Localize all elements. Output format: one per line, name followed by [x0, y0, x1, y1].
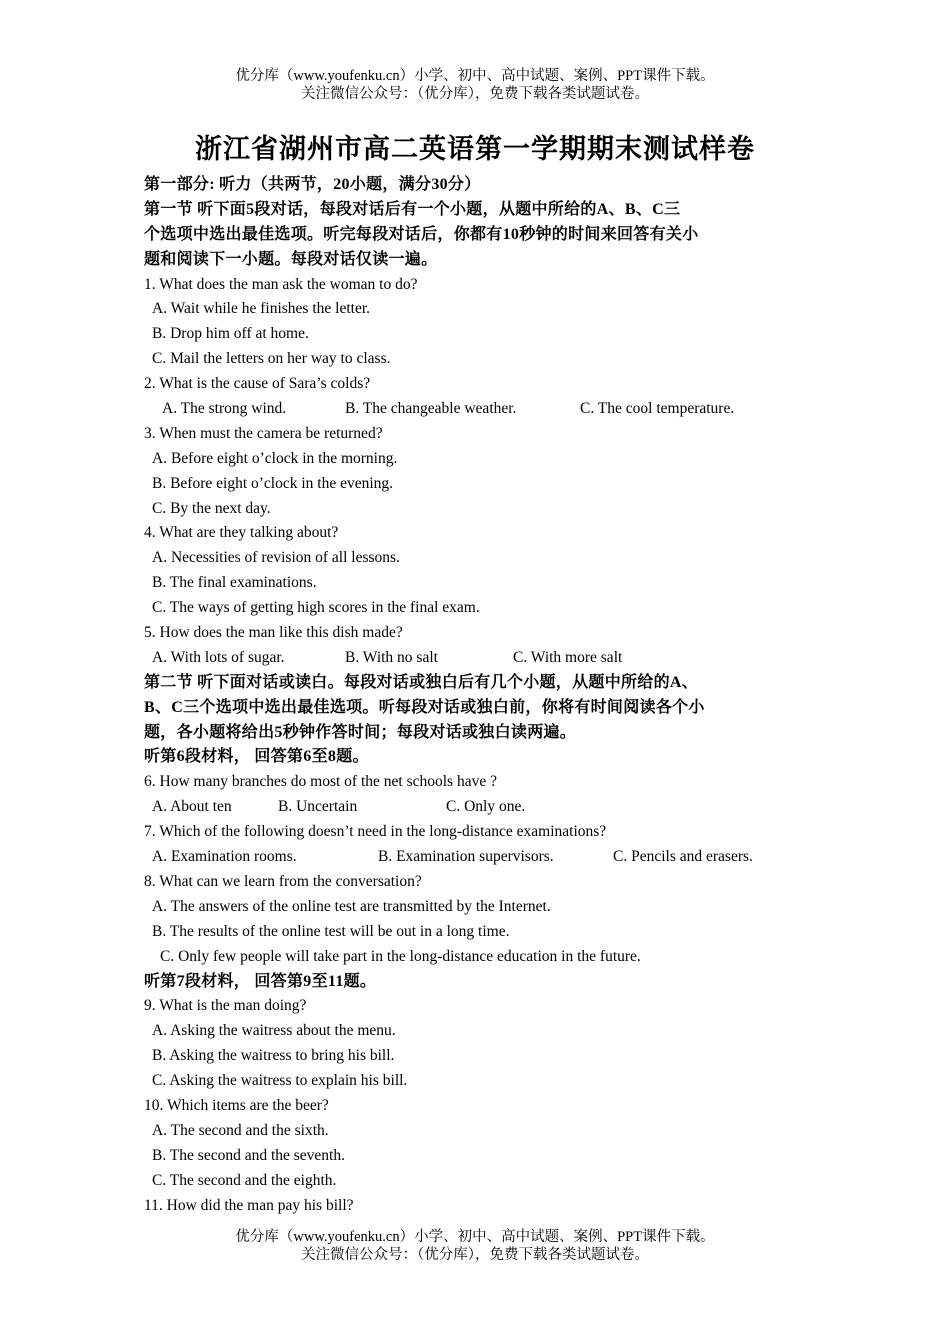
- question-1-option-c: C. Mail the letters on her way to class.: [152, 350, 391, 368]
- question-8-option-c: C. Only few people will take part in the long-distance education in the future.: [160, 947, 641, 965]
- section1-instruction-line: 第一节 听下面5段对话，每段对话后有一个小题，从题中所给的A、B、C三: [144, 200, 681, 218]
- section2-instruction-line: 题，各小题将给出5秒钟作答时间；每段对话或独白读两遍。: [144, 723, 577, 741]
- question-10-option-b: B. The second and the seventh.: [152, 1146, 345, 1164]
- question-3-option-b: B. Before eight o’clock in the evening.: [152, 474, 394, 492]
- question-8-stem: 8. What can we learn from the conversation?: [144, 872, 422, 890]
- question-3-option-c: C. By the next day.: [152, 499, 271, 517]
- question-6-stem: 6. How many branches do most of the net schools have ?: [144, 773, 497, 791]
- question-2-option-b: B. The changeable weather.: [345, 400, 517, 418]
- header-line-1: 优分库（www.youfenku.cn）小学、初中、高中试题、案例、PPT课件下载。: [235, 68, 715, 84]
- question-5-option-a: A. With lots of sugar.: [152, 648, 285, 666]
- material-6-heading: 听第6段材料， 回答第6至8题。: [144, 748, 369, 766]
- question-1-option-a: A. Wait while he finishes the letter.: [152, 300, 370, 318]
- question-3-option-a: A. Before eight o’clock in the morning.: [152, 449, 398, 467]
- page-title: 浙江省湖州市高二英语第一学期期末测试样卷: [195, 134, 755, 164]
- section2-instruction-line: 第二节 听下面对话或读白。每段对话或独白后有几个小题，从题中所给的A、: [144, 673, 699, 691]
- question-6-option-c: C. Only one.: [446, 798, 526, 816]
- question-2-option-a: A. The strong wind.: [162, 400, 287, 418]
- question-6-option-b: B. Uncertain: [278, 798, 358, 816]
- question-10-stem: 10. Which items are the beer?: [144, 1096, 329, 1114]
- question-9-stem: 9. What is the man doing?: [144, 997, 307, 1015]
- question-5-option-c: C. With more salt: [513, 648, 623, 666]
- question-10-option-a: A. The second and the sixth.: [152, 1121, 329, 1139]
- question-7-options: [144, 845, 814, 870]
- question-7-stem: 7. Which of the following doesn’t need in the long-distance examinations?: [144, 823, 607, 841]
- question-2-options: [144, 397, 814, 422]
- section1-instruction-line: 题和阅读下一小题。每段对话仅读一遍。: [144, 250, 438, 268]
- question-1-option-b: B. Drop him off at home.: [152, 325, 309, 343]
- question-5-option-b: B. With no salt: [345, 648, 438, 666]
- question-5-options: [144, 646, 814, 671]
- page-footer: [0, 1228, 950, 1264]
- question-4-stem: 4. What are they talking about?: [144, 524, 339, 542]
- question-3-stem: 3. When must the camera be returned?: [144, 424, 383, 442]
- question-10-option-c: C. The second and the eighth.: [152, 1171, 337, 1189]
- question-2-option-c: C. The cool temperature.: [580, 400, 735, 418]
- material-7-heading: 听第7段材料， 回答第9至11题。: [144, 972, 377, 990]
- question-4-option-c: C. The ways of getting high scores in the final exam.: [152, 599, 480, 617]
- question-7-option-c: C. Pencils and erasers.: [613, 848, 753, 866]
- question-7-option-a: A. Examination rooms.: [152, 848, 297, 866]
- question-7-option-b: B. Examination supervisors.: [378, 848, 554, 866]
- question-11-stem: 11. How did the man pay his bill?: [144, 1196, 354, 1214]
- question-9-option-b: B. Asking the waitress to bring his bill.: [152, 1047, 395, 1065]
- question-5-stem: 5. How does the man like this dish made?: [144, 624, 403, 642]
- footer-line-1: 优分库（www.youfenku.cn）小学、初中、高中试题、案例、PPT课件下载。: [235, 1229, 715, 1245]
- question-2-stem: 2. What is the cause of Sara’s colds?: [144, 375, 371, 393]
- footer-line-2: 关注微信公众号：（优分库），免费下载各类试题试卷。: [301, 1247, 649, 1263]
- header-line-2: 关注微信公众号：（优分库），免费下载各类试题试卷。: [301, 86, 649, 102]
- page-header: [0, 67, 950, 103]
- question-4-option-b: B. The final examinations.: [152, 574, 317, 592]
- question-9-option-c: C. Asking the waitress to explain his bill.: [152, 1072, 408, 1090]
- question-1-stem: 1. What does the man ask the woman to do?: [144, 275, 418, 293]
- exam-body: [144, 173, 814, 1218]
- section2-instruction-line: B、C三个选项中选出最佳选项。听每段对话或独白前，你将有时间阅读各个小: [144, 698, 705, 716]
- question-8-option-b: B. The results of the online test will be out in a long time.: [152, 922, 510, 940]
- question-6-options: [144, 795, 814, 820]
- question-6-option-a: A. About ten: [152, 798, 232, 816]
- section1-instruction-line: 个选项中选出最佳选项。听完每段对话后，你都有10秒钟的时间来回答有关小: [144, 225, 699, 243]
- question-8-option-a: A. The answers of the online test are transmitted by the Internet.: [152, 897, 551, 915]
- part1-heading: 第一部分: 听力（共两节，20小题，满分30分）: [144, 176, 481, 193]
- question-4-option-a: A. Necessities of revision of all lessons.: [152, 549, 400, 567]
- question-9-option-a: A. Asking the waitress about the menu.: [152, 1022, 396, 1040]
